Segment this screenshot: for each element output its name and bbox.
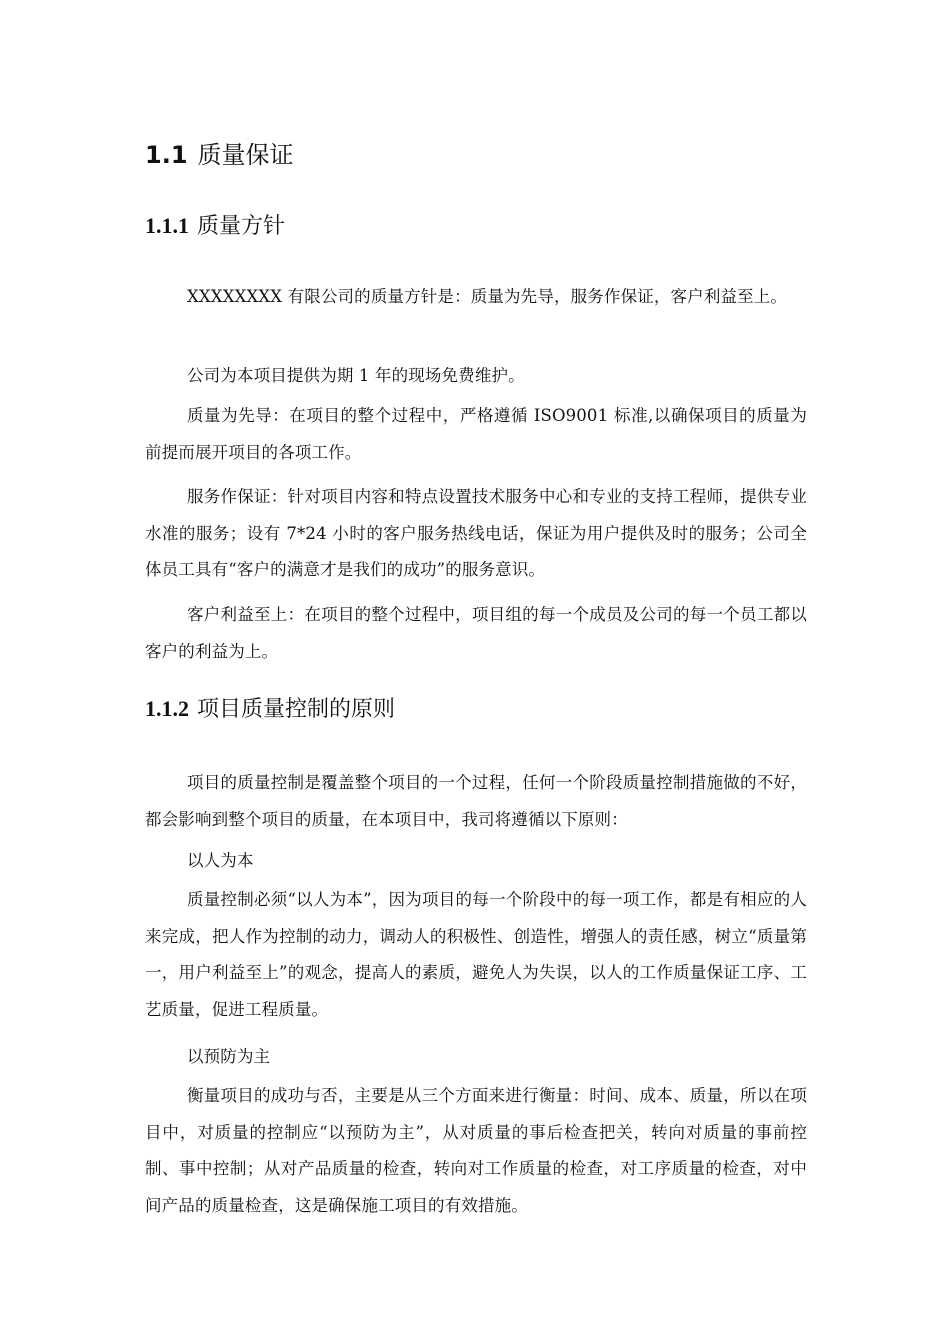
section-heading — [145, 138, 294, 172]
section-title: 质量保证 — [197, 141, 294, 169]
subsection-heading-quality-policy — [145, 210, 285, 243]
subsection-number: 1.1.1 — [145, 213, 189, 238]
principle-prevention-first-label: 以预防为主 — [187, 1047, 271, 1066]
subsection-title: 质量方针 — [197, 214, 286, 239]
paragraph-quality-first: 质量为先导：在项目的整个过程中，严格遵循 ISO9001 标准,以确保项目的质量为前提而展开项目的各项工作。 — [145, 406, 807, 462]
paragraph-free-maintenance: 公司为本项目提供为期 1 年的现场免费维护。 — [187, 366, 525, 385]
paragraph-prevention-first: 衡量项目的成功与否，主要是从三个方面来进行衡量：时间、成本、质量，所以在项目中，对质量的控制应“以预防为主”，从对质量的事后检查把关，转向对质量的事前控制、事中控制；从对产品质量的检查，转向对工作质量的检查，对工序质量的检查，对中间产品的质量检查，这是确保施工项目的有效措施。 — [145, 1086, 807, 1215]
paragraph-quality-policy: XXXXXXXX 有限公司的质量方针是：质量为先导，服务作保证，客户利益至上。 — [187, 287, 788, 306]
paragraph-people-oriented: 质量控制必须“以人为本”，因为项目的每一个阶段中的每一项工作，都是有相应的人来完成，把人作为控制的动力，调动人的积极性、创造性，增强人的责任感，树立“质量第一，用户利益至上”的观念，提高人的素质，避免人为失误，以人的工作质量保证工序、工艺质量，促进工程质量。 — [145, 890, 807, 1019]
subsection-title: 项目质量控制的原则 — [197, 697, 396, 722]
subsection-heading-quality-control-principles — [145, 693, 395, 726]
paragraph-customer-first: 客户利益至上：在项目的整个过程中，项目组的每一个成员及公司的每一个员工都以客户的利益为上。 — [145, 605, 807, 661]
subsection-number: 1.1.2 — [145, 696, 189, 721]
section-number: 1.1 — [145, 141, 188, 169]
paragraph-service-guarantee: 服务作保证：针对项目内容和特点设置技术服务中心和专业的支持工程师，提供专业水准的服务；设有 7*24 小时的客户服务热线电话，保证为用户提供及时的服务；公司全体员工具有“客户的满意才是我们的成功”的服务意识。 — [145, 487, 807, 579]
paragraph-control-overview: 项目的质量控制是覆盖整个项目的一个过程，任何一个阶段质量控制措施做的不好，都会影响到整个项目的质量，在本项目中，我司将遵循以下原则： — [145, 773, 807, 829]
principle-people-oriented-label: 以人为本 — [187, 851, 254, 870]
